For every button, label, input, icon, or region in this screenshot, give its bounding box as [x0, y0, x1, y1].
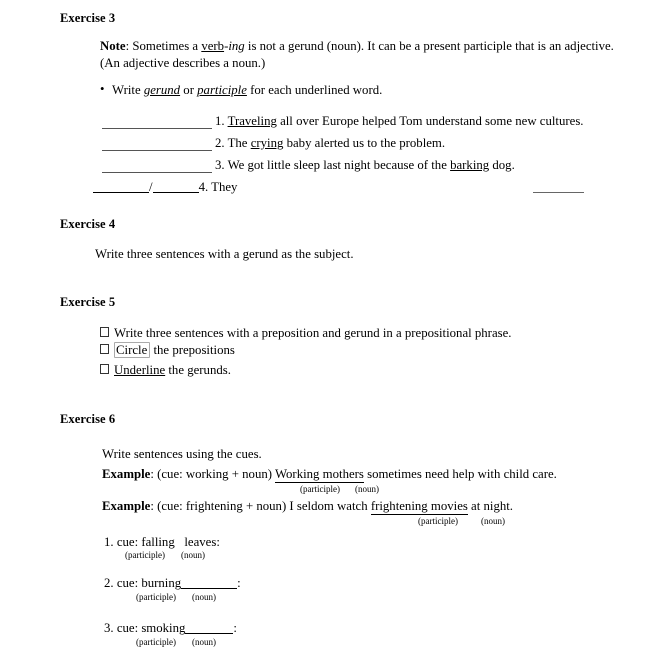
cue-3-number: 3.	[104, 621, 114, 635]
instruction-word-participle: participle	[197, 83, 247, 97]
example-1-label: Example	[102, 467, 151, 481]
example-1-tail: sometimes need help with child care.	[363, 467, 557, 481]
example-1-participle: Working	[274, 467, 320, 481]
item-2-post: baby alerted us to the problem.	[283, 136, 446, 150]
item-4-pre: They	[211, 180, 238, 194]
instruction-text-a: Write	[112, 83, 144, 97]
answer-blank-4c[interactable]	[533, 192, 584, 193]
exercise-3-item-3	[215, 157, 515, 174]
cue-3-label-noun: (noun)	[192, 637, 216, 647]
exercise-5-item-1	[100, 325, 511, 342]
answer-blank-4b[interactable]	[153, 192, 199, 193]
cue-1-label-noun: (noun)	[181, 550, 205, 560]
item-4-slash: /	[149, 180, 153, 194]
item-2-underlined: crying	[250, 136, 284, 150]
cue-1-label-participle: (participle)	[125, 550, 165, 560]
exercise-3-heading: Exercise 3	[60, 11, 116, 25]
item-2-number: 2.	[215, 136, 225, 150]
cue-2-blank[interactable]	[181, 588, 237, 589]
exercise-3-item-4	[93, 179, 237, 196]
cue-1-colon: :	[216, 535, 220, 549]
cue-3-lead: cue:	[116, 621, 142, 635]
exercise-5-item-3-rest: the gerunds.	[165, 363, 231, 377]
cue-1-number: 1.	[104, 535, 114, 549]
exercise-6-example-2	[102, 498, 513, 515]
checkbox-icon[interactable]	[100, 364, 109, 374]
item-2-pre: The	[227, 136, 251, 150]
exercise-6-cue-2	[104, 575, 241, 592]
cue-3-participle: smoking	[141, 621, 186, 635]
exercise-5-item-3	[100, 362, 231, 379]
cue-1-noun: leaves	[184, 535, 217, 549]
cue-2-participle: burning	[141, 576, 182, 590]
exercise-5-item-2	[100, 342, 235, 359]
example-2-cue: : (cue: frightening + noun) I seldom watch	[150, 499, 371, 513]
exercise-4-heading: Exercise 4	[60, 217, 116, 231]
exercise-3-item-2	[215, 135, 445, 152]
answer-blank-4a[interactable]	[93, 192, 149, 193]
answer-blank-1[interactable]	[102, 128, 212, 129]
note-italic-ing: -ing	[224, 39, 245, 53]
instruction-or: or	[180, 83, 198, 97]
checkbox-icon[interactable]	[100, 344, 109, 354]
example-2-participle: frightening	[370, 499, 428, 513]
item-1-post: all over Europe helped Tom understand some new cultures.	[276, 114, 584, 128]
example-2-tail: at night.	[467, 499, 513, 513]
exercise-6-cue-1	[104, 534, 220, 551]
circled-word-circle: Circle	[114, 342, 150, 358]
cue-2-number: 2.	[104, 576, 114, 590]
exercise-6-heading: Exercise 6	[60, 412, 116, 426]
example-1-noun: mothers	[322, 467, 364, 481]
example-2-label-participle: (participle)	[418, 516, 458, 526]
instruction-word-gerund: gerund	[143, 83, 181, 97]
note-label: Note	[100, 39, 126, 53]
exercise-6-cue-3	[104, 620, 237, 637]
cue-2-label-participle: (participle)	[136, 592, 176, 602]
cue-2-colon: :	[237, 576, 241, 590]
example-2-label: Example	[102, 499, 151, 513]
exercise-5-item-1-label: Write three sentences with a preposition and gerund in a prepositional phrase.	[114, 326, 512, 340]
example-1-label-participle: (participle)	[300, 484, 340, 494]
answer-blank-3[interactable]	[102, 172, 212, 173]
note-text-a: : Sometimes a	[125, 39, 202, 53]
item-1-number: 1.	[215, 114, 225, 128]
cue-2-lead: cue:	[116, 576, 142, 590]
instruction-text-b: for each underlined word.	[246, 83, 383, 97]
item-3-post: dog.	[489, 158, 515, 172]
example-2-noun: movies	[430, 499, 468, 513]
cue-1-participle: falling	[141, 535, 175, 549]
cue-3-label-participle: (participle)	[136, 637, 176, 647]
item-3-underlined: barking	[450, 158, 490, 172]
underlined-word-underline: Underline	[114, 363, 166, 377]
cue-3-blank[interactable]	[185, 633, 233, 634]
bullet-glyph: •	[100, 82, 105, 96]
example-2-label-noun: (noun)	[481, 516, 505, 526]
note-underlined-verb: verb	[201, 39, 225, 53]
example-1-cue: : (cue: working + noun)	[150, 467, 275, 481]
exercise-3-item-1	[215, 113, 584, 130]
exercise-5-heading: Exercise 5	[60, 295, 116, 309]
answer-blank-2[interactable]	[102, 150, 212, 151]
item-3-pre: We got little sleep last night because of the	[227, 158, 451, 172]
example-1-label-noun: (noun)	[355, 484, 379, 494]
item-3-number: 3.	[215, 158, 225, 172]
exercise-6-instruction: Write sentences using the cues.	[102, 447, 262, 461]
example-2-phrase	[371, 499, 468, 515]
checkbox-icon[interactable]	[100, 327, 109, 337]
cue-2-label-noun: (noun)	[192, 592, 216, 602]
exercise-5-item-2-rest: the prepositions	[150, 343, 235, 357]
exercise-3-note	[100, 38, 632, 72]
cue-3-colon: :	[233, 621, 237, 635]
exercise-3-instruction	[112, 82, 382, 99]
example-1-phrase	[275, 467, 364, 483]
note-text-b: is not a gerund (noun). It can be a present participle that is an adjective. (An adjective describes a noun.)	[100, 39, 614, 70]
cue-1-lead: cue:	[116, 535, 142, 549]
exercise-6-example-1	[102, 466, 557, 483]
item-4-number: 4.	[198, 180, 209, 194]
exercise-4-instruction: Write three sentences with a gerund as the subject.	[95, 247, 354, 261]
item-1-underlined: Traveling	[227, 114, 277, 128]
